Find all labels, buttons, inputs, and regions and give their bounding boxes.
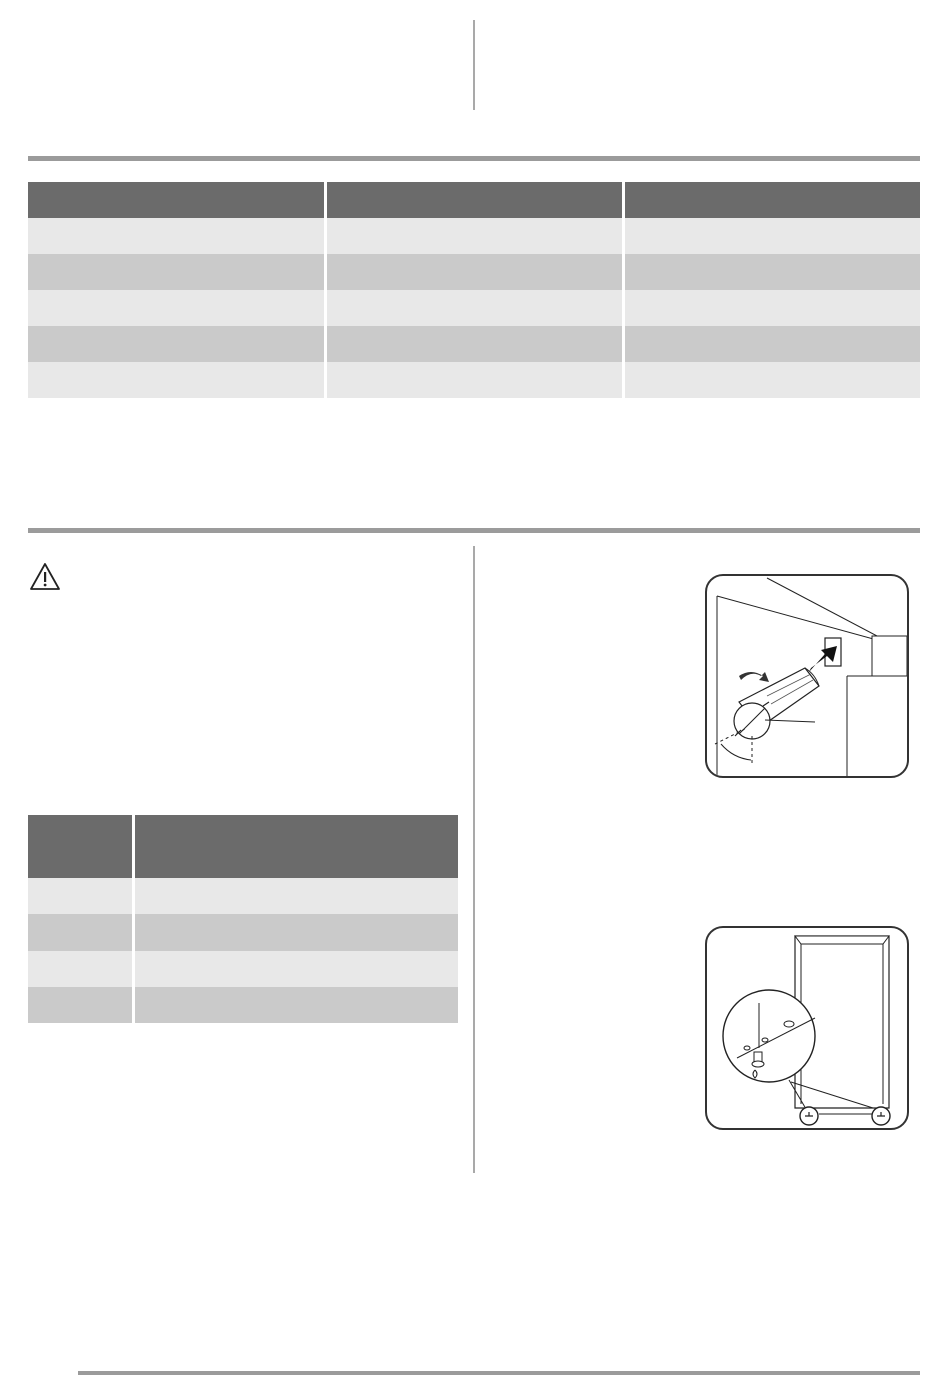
table-cell xyxy=(133,987,458,1023)
table-cell xyxy=(325,290,623,326)
section-rule-1 xyxy=(28,156,920,161)
table-cell xyxy=(325,326,623,362)
climate-table-header-cell xyxy=(28,815,133,878)
spec-table-header-cell xyxy=(325,182,623,218)
spec-table-header-cell xyxy=(623,182,920,218)
table-cell xyxy=(133,951,458,987)
section-rule-2 xyxy=(28,528,920,533)
spec-table xyxy=(28,182,920,398)
footer-rule xyxy=(78,1371,920,1375)
top-column-divider xyxy=(473,20,475,110)
table-cell xyxy=(623,290,920,326)
table-cell xyxy=(133,878,458,914)
table-row xyxy=(28,987,458,1023)
table-row xyxy=(28,914,458,951)
table-row xyxy=(28,326,920,362)
table-cell xyxy=(28,290,325,326)
table-row xyxy=(28,951,458,987)
table-cell xyxy=(325,254,623,290)
table-row xyxy=(28,290,920,326)
table-cell xyxy=(325,218,623,254)
spec-table-header-cell xyxy=(28,182,325,218)
table-cell xyxy=(28,362,325,398)
table-cell xyxy=(28,987,133,1023)
leveling-feet-illustration xyxy=(707,928,907,1128)
warning-triangle-icon xyxy=(28,561,62,593)
lower-column-divider xyxy=(473,546,475,1173)
table-row xyxy=(28,362,920,398)
leveling-feet-figure xyxy=(705,926,909,1130)
spec-table-header xyxy=(28,182,920,218)
climate-table-header-cell xyxy=(133,815,458,878)
table-cell xyxy=(28,914,133,951)
table-cell xyxy=(325,362,623,398)
table-cell xyxy=(28,218,325,254)
table-cell xyxy=(28,254,325,290)
table-cell xyxy=(623,326,920,362)
spacer-insert-illustration xyxy=(707,576,907,776)
table-cell xyxy=(623,254,920,290)
table-cell xyxy=(28,951,133,987)
table-cell xyxy=(133,914,458,951)
table-cell xyxy=(28,878,133,914)
climate-table-header xyxy=(28,815,458,878)
table-cell xyxy=(623,218,920,254)
table-row xyxy=(28,878,458,914)
table-row xyxy=(28,218,920,254)
table-row xyxy=(28,254,920,290)
table-cell xyxy=(28,326,325,362)
table-cell xyxy=(623,362,920,398)
climate-table xyxy=(28,815,458,1023)
spacer-insert-figure xyxy=(705,574,909,778)
